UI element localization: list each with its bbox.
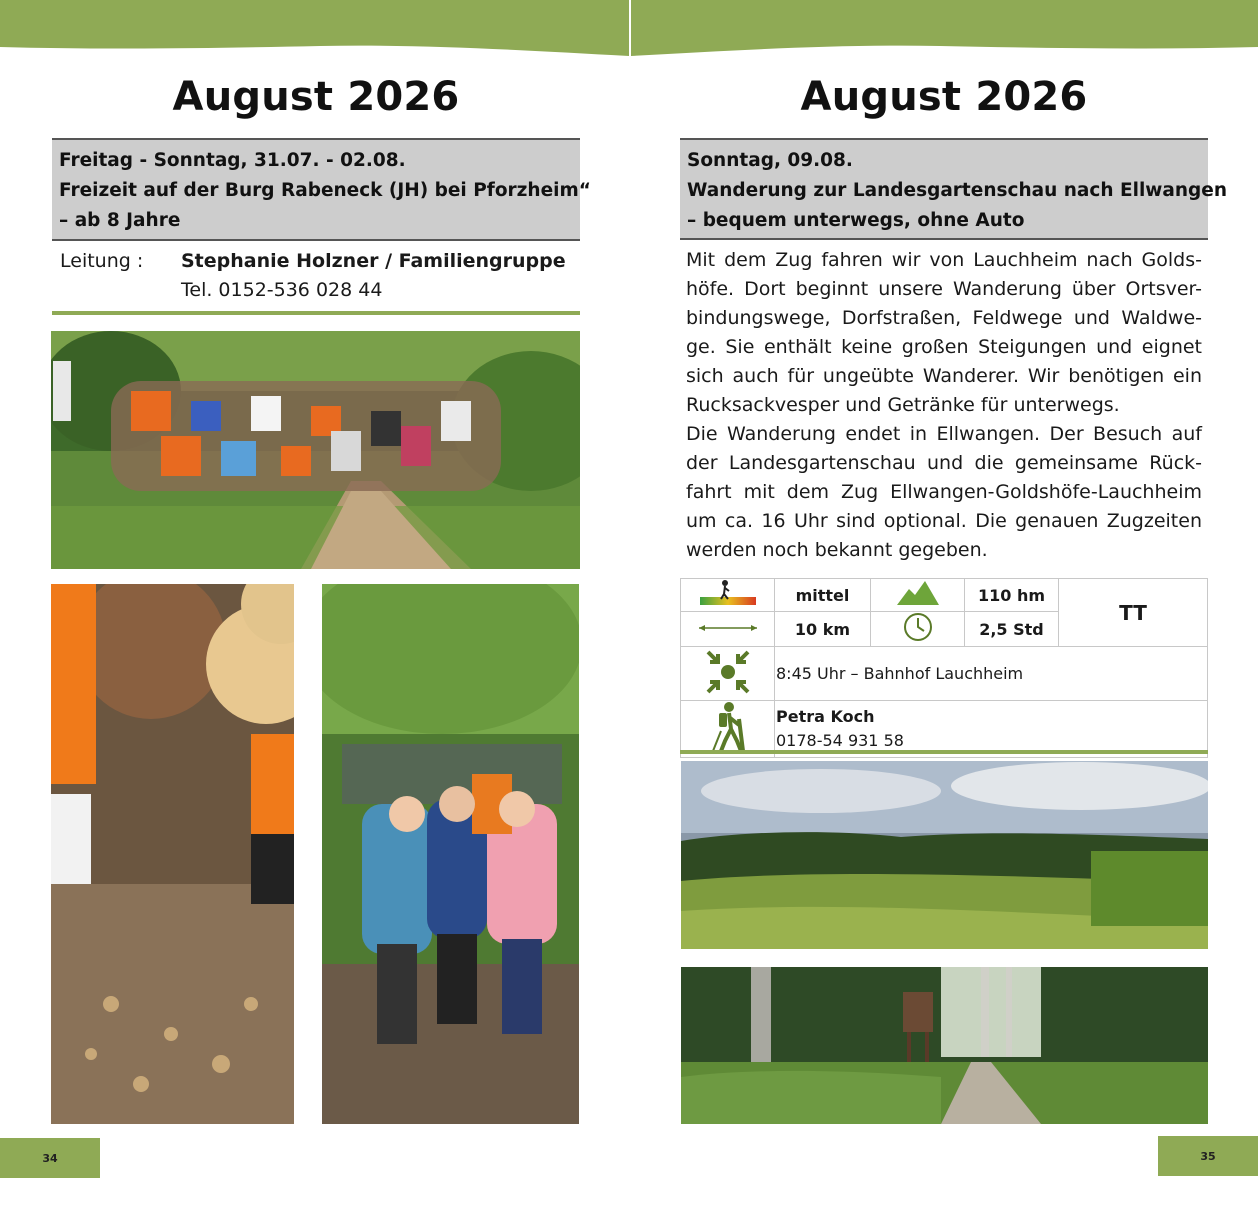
description-line: sich auch für ungeübte Wanderer. Wir benötigen ein [686, 365, 1202, 387]
left-month-title: August 2026 [172, 74, 460, 120]
difficulty-icon-cell [681, 579, 775, 612]
guide-phone: 0178-54 931 58 [776, 731, 904, 750]
description-line: fahrt mit dem Zug Ellwangen-Goldshöfe-Lauchheim [686, 481, 1202, 503]
description-line: Rucksackvesper und Getränke für unterwegs. [686, 394, 1120, 416]
description-line: bindungswege, Dorfstraßen, Feldwege und Waldwe- [686, 307, 1202, 329]
difficulty-value: mittel [775, 579, 871, 612]
group-photo [51, 331, 580, 569]
description-line: der Landesgartenschau und die gemeinsame Rück- [686, 452, 1202, 474]
guide-cell [775, 701, 1208, 758]
leitung-label: Leitung : [60, 250, 144, 272]
left-green-rule [52, 311, 580, 315]
forest-photo [681, 967, 1208, 1124]
left-event-date: Freitag - Sonntag, 31.07. - 02.08. [59, 150, 406, 171]
mountain-icon [895, 579, 941, 607]
left-event-title: Freizeit auf der Burg Rabeneck (JH) bei Pforzheim“ [59, 180, 591, 201]
distance-icon-cell [681, 612, 775, 647]
meeting-icon-cell [681, 647, 775, 701]
hiker-difficulty-icon [698, 579, 758, 607]
left-page-number: 34 [0, 1138, 100, 1178]
right-page-number: 35 [1158, 1136, 1258, 1176]
description-line: höfe. Dort beginnt unsere Wanderung über Ortsver- [686, 278, 1202, 300]
landscape-photo [681, 761, 1208, 949]
guide-hiker-icon [707, 701, 749, 753]
guide-icon-cell [681, 701, 775, 758]
tour-info-table [680, 578, 1208, 758]
duration-value: 2,5 Std [965, 612, 1059, 647]
description-line: Die Wanderung endet in Ellwangen. Der Besuch auf [686, 423, 1202, 445]
top-green-band [0, 0, 1258, 60]
leitung-name: Stephanie Holzner / Familiengruppe [181, 250, 566, 272]
clock-icon-cell [871, 612, 965, 647]
left-event-subtitle: – ab 8 Jahre [59, 210, 181, 231]
right-event-header [680, 138, 1227, 240]
right-event-date: Sonntag, 09.08. [687, 150, 853, 171]
elevation-value: 110 hm [965, 579, 1059, 612]
distance-value: 10 km [775, 612, 871, 647]
description-line: werden noch bekannt gegeben. [686, 539, 988, 561]
leitung-phone: Tel. 0152-536 028 44 [181, 279, 383, 301]
right-month-title: August 2026 [800, 74, 1088, 120]
right-green-rule [680, 750, 1208, 754]
category-value: TT [1059, 579, 1208, 647]
guide-name: Petra Koch [776, 707, 875, 726]
kids-rainjackets-photo [322, 584, 579, 1124]
description-line: um ca. 16 Uhr sind optional. Die genauen Zugzeiten [686, 510, 1202, 532]
meeting-value: 8:45 Uhr – Bahnhof Lauchheim [775, 647, 1208, 701]
meeting-point-icon [704, 648, 752, 696]
kids-digging-photo [51, 584, 294, 1124]
mountain-icon-cell [871, 579, 965, 612]
distance-arrow-icon [695, 621, 761, 635]
right-event-title: Wanderung zur Landesgartenschau nach Ellwangen [687, 180, 1227, 201]
description-line: ge. Sie enthält keine großen Steigungen und eignet [686, 336, 1202, 358]
right-event-subtitle: – bequem unterwegs, ohne Auto [687, 210, 1025, 231]
clock-icon [900, 612, 936, 642]
event-description [686, 246, 1202, 565]
description-line: Mit dem Zug fahren wir von Lauchheim nach Golds- [686, 249, 1202, 271]
left-event-header [52, 138, 591, 241]
